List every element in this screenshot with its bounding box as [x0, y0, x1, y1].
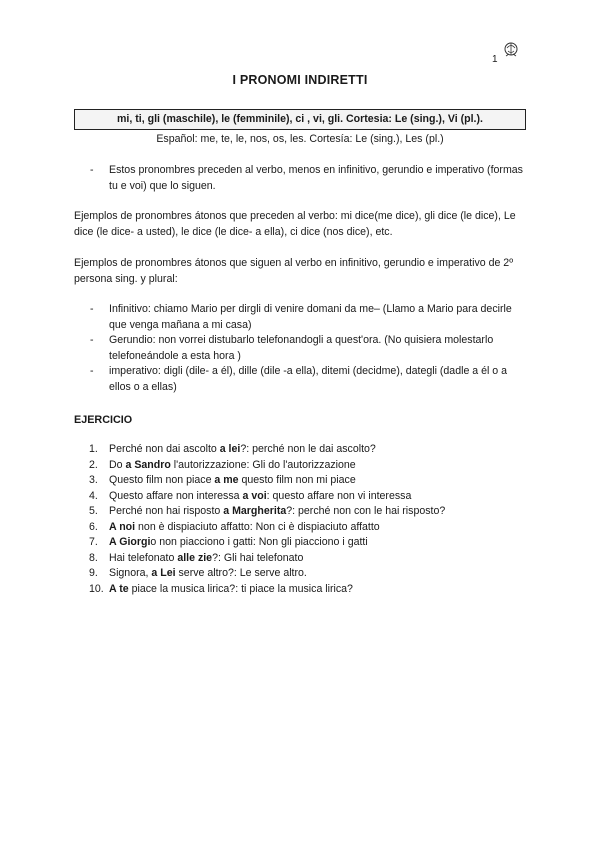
exercise-number: 10.: [89, 582, 104, 595]
exercise-bold: A te: [109, 582, 129, 595]
exercise-text: non è dispiaciuto affatto: Non ci è dispiaciuto affatto: [135, 520, 380, 533]
exercise-bold: A noi: [109, 520, 136, 533]
page-number: 1: [492, 54, 498, 65]
exercise-number: 9.: [89, 567, 98, 579]
following-examples-intro: [74, 256, 529, 287]
preceding-examples-text: Ejemplos de pronombres átonos que preceden al verbo: mi dice(me dice), gli dice (le dice), Le dice (le dice- a usted), le dice (le dice- a ella), ci dice (nos dice), etc.: [74, 210, 516, 238]
exercise-bold: a Margherita: [223, 505, 287, 517]
exercise-text: piace la musica lirica?: ti piace la musica lirica?: [128, 582, 353, 595]
page-title: I PRONOMI INDIRETTI: [232, 73, 368, 87]
exercise-number: 3.: [89, 474, 98, 486]
exercise-bold: a Lei: [151, 567, 176, 579]
list-item-infinitive: - Infinitivo: chiamo Mario per dirgli di venire domani da me– (Llamo a Mario para decirle que venga mañana a mi casa): [74, 302, 529, 333]
exercise-text: ?: perché non con le hai risposto?: [286, 505, 446, 517]
preceding-examples: [74, 209, 529, 240]
exercise-number: 8.: [89, 551, 98, 564]
spanish-equivalents: Español: me, te, le, nos, os, les. Cortesía: Le (sing.), Les (pl.): [156, 133, 444, 145]
exercise-text: ?: perché non le dai ascolto?: [240, 443, 376, 455]
exercise-number: 1.: [89, 443, 98, 455]
exercise-text: Questo affare non interessa: [109, 489, 243, 502]
exercise-item: [74, 442, 529, 458]
pronouns-box: mi, ti, gli (maschile), le (femminile), ci , vi, gli. Cortesia: Le (sing.), Vi (pl.).: [74, 109, 526, 130]
exercise-text: o non piacciono i gatti: Non gli piacciono i gatti: [150, 536, 368, 548]
exercise-number: 6.: [89, 520, 98, 533]
exercise-item: [74, 520, 529, 536]
exercise-text: questo film non mi piace: [238, 474, 356, 486]
exercise-item: [74, 551, 529, 567]
exercise-heading: EJERCICIO: [74, 414, 133, 426]
exercise-bold: a Sandro: [125, 458, 171, 471]
exercise-item: [74, 473, 529, 489]
exercise-item: [74, 535, 529, 551]
exercise-text: l'autorizzazione: Gli do l'autorizzazione: [170, 458, 356, 471]
exercise-bold: a me: [214, 474, 239, 486]
exercise-bold: alle zie: [177, 551, 213, 564]
exercise-text: Questo film non piace: [109, 474, 215, 486]
exercise-bold: A Giorgi: [109, 536, 151, 548]
exercise-section: [74, 442, 529, 597]
exercise-item: [74, 582, 529, 598]
exercise-text: : questo affare non vi interessa: [266, 489, 412, 502]
exercise-text: ?: Gli hai telefonato: [212, 551, 304, 564]
exercise-text: Hai telefonato: [109, 551, 178, 564]
exercise-bold: a voi: [242, 489, 267, 502]
exercise-text: Perché non dai ascolto: [109, 443, 220, 455]
rule-list: [74, 163, 529, 194]
exercise-number: 7.: [89, 536, 98, 548]
rule-item: - Estos pronombres preceden al verbo, menos en infinitivo, gerundio e imperativo (formas tu e voi) que lo siguen.: [74, 163, 529, 194]
exercise-item: [74, 489, 529, 505]
list-item-gerund: - Gerundio: non vorrei distubarlo telefonandogli a quest'ora. (No quisiera molestarlo telefoneándole a esta hora ): [74, 333, 529, 364]
exercise-text: Signora,: [109, 567, 152, 579]
exercise-number: 2.: [89, 458, 98, 471]
following-examples: [74, 302, 529, 395]
following-examples-intro-text: Ejemplos de pronombres átonos que siguen al verbo en infinitivo, gerundio e imperativo de 2º persona sing. y plural:: [74, 257, 514, 285]
exercise-bold: a lei: [219, 443, 241, 455]
exercise-number: 4.: [89, 489, 98, 502]
list-item-imperative: - imperativo: digli (dile- a él), dille (dile -a ella), ditemi (decidme), dategli (dadle a él o a ellos o a ellas): [74, 364, 529, 395]
exercise-number: 5.: [89, 505, 98, 517]
exercise-text: serve altro?: Le serve altro.: [175, 567, 307, 579]
exercise-list: [74, 442, 529, 597]
rule-section: [74, 163, 529, 194]
exercise-item: [74, 504, 529, 520]
exercise-text: Perché non hai risposto: [109, 505, 224, 517]
stamp-icon: [503, 41, 519, 59]
exercise-item: [74, 566, 529, 582]
exercise-text: Do: [109, 458, 126, 471]
exercise-item: [74, 458, 529, 474]
following-list: [74, 302, 529, 395]
